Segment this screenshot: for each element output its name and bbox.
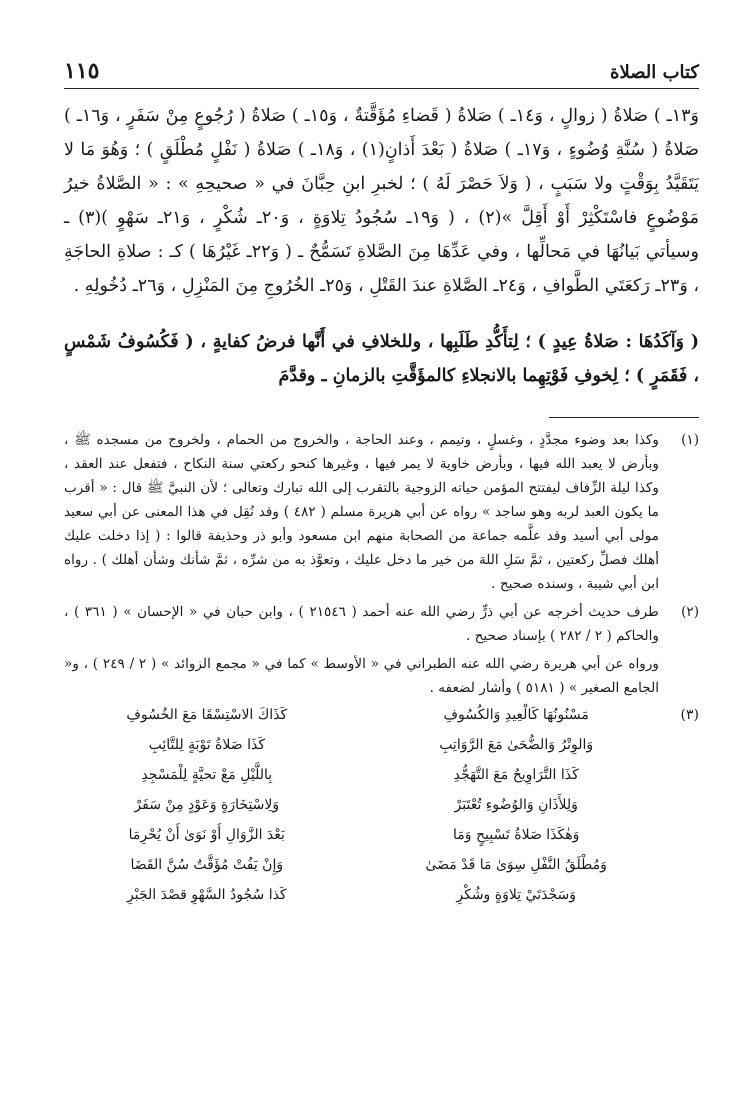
main-paragraph-2: ( وَآكَدُهَا : صَلاةُ عِيدٍ ) ؛ لِتأَكُّدِ طَلَبِها ، وللخلافِ في أَنَّها فرضُ كفايةٍ ، ( فَكُسُوفُ شَمْسٍ ، فَقَمَرٍ ) ؛ لِخوفِ فَوْتِهِما بالانجلاءِ كالمؤَقَّتِ بالزمانِ ـ وقدَّمَ [64, 332, 699, 386]
footnote-number: (٣) [680, 707, 699, 723]
verse-second-hemistich: كَذَا صَلاةُ تَوْبَةٍ لِلتَّائِبِ [148, 737, 265, 753]
poem-verse [64, 880, 659, 910]
footnote-1 [64, 428, 699, 596]
chapter-title: كتاب الصلاة [610, 62, 699, 83]
poem-verse [64, 790, 659, 820]
footnote-3-poem [64, 700, 699, 910]
poem-verses [64, 700, 659, 910]
footnote-text: وكذا بعد وضوء مجدَّدٍ ، وغسلٍ ، وتيمم ، وعند الحاجة ، والخروج من الحمام ، ولخروج من مسجده ﷺ ، وبأرض لا يعبد الله فيها ، وبأرض خاوية لا يمر فيها ، وغيرها كنحو ركعتي سنة النكاح ، فتفعل عند العقد ، وكذا ليلة الزِّفاف ليفتتح المؤمن حياته الزوجية بالتقرب إلى الله تبارك وتعالى ؛ لأن النبيَّ ﷺ قال : « أقرب ما يكون العبد لربه وهو ساجد » رواه عن أبي هريرة مسلم ( ٤٨٢ ) وقد نُقِل في هذا المعنى عن أبي سعيد مولى أبي أسيد وقد علَّمه جماعة من الصحابة منهم ابن مسعود وأبو ذر وحذيفة قالوا : ( إذا دخلت عليك أهلك فصلِّ ركعتين ، ثمَّ سَلِ اللهَ من خير ما دخل عليك ، وتعوَّذ به من شرِّه ، ثمَّ شأنك وشأن أهلك ) . رواه ابن أبي شيبة ، وسنده صحيح . [64, 432, 659, 592]
poem-verse [64, 760, 659, 790]
verse-second-hemistich: كَذا سُجُودُ السَّهْوِ قصْدَ الجَبْرِ [127, 887, 287, 903]
verse-second-hemistich: وَإِنْ يَفُتْ مُؤَقَّتٌ سُنَّ القَضَا [130, 857, 284, 873]
verse-first-hemistich: وَسَجْدَتَيْ تِلاوَةٍ وشُكْرِ [456, 887, 577, 903]
footnote-separator [549, 417, 699, 418]
verse-second-hemistich: بَعْدَ الزَّوَالِ أَوْ نَوَىٰ أَنْ يُحْرِمَا [128, 827, 285, 843]
verse-second-hemistich: كَذَاكَ الاسْتِسْقَا مَعَ الخُسُوفِ [126, 707, 288, 723]
verse-first-hemistich: وَلِلأَذَانِ وَالوُضُوءِ تُعْتَبَرْ [454, 797, 578, 813]
verse-first-hemistich: وَمُطْلَقُ النَّفْلِ سِوَىٰ مَا قَدْ مَضَىٰ [425, 857, 607, 873]
footnote-2-continuation: ورواه عن أبي هريرة رضي الله عنه الطبراني في « الأوسط » كما في « مجمع الزوائد » ( ٢ / ٢٤٩ ) ، و« الجامع الصغير » ( ٥١٨١ ) وأشار لضعفه . [64, 656, 659, 696]
verse-first-hemistich: مَسْنُونُهَا كَالْعِيدِ وَالكُسُوفِ [443, 707, 589, 723]
main-paragraph-1: وَ١٣ـ ) صَلاةُ ( زوالٍ ، وَ١٤ـ ) صَلاةُ ( قَضاءِ مُؤَقَّتةٌ ، وَ١٥ـ ) صَلاةُ ( رُجُوعٍ مِنْ سَفَرٍ ، وَ١٦ـ ) صَلاةُ ( سُنَّةِ وُضُوءٍ ، وَ١٧ـ ) صَلاةُ ( بَعْدَ أَذانٍ(١) ، وَ١٨ـ ) صَلاةُ ( نَفْلٍ مُطْلَقٍ ) ؛ وَهُوَ مَا لا يَتَقَيَّدُ بِوَقْتٍ ولا سَبَبٍ ، ( وَلاَ حَصْرَ لَهُ ) ؛ لخبرِ ابنِ حِبَّانَ في « صحيحِهِ » : « الصَّلاةُ خيرُ مَوْضُوعٍ فاسْتَكْثِرْ أَوْ أَقِلَّ »(٢) ، ( وَ١٩ـ سُجُودُ تِلاوَةٍ ، وَ٢٠ـ شُكْرٍ ، وَ٢١ـ سَهْوٍ )(٣) ـ وسيأتي بَيانُهَا في مَحالِّها ، وفي عَدِّهَا مِنَ الصَّلاةِ تَسَمُّحٌ ـ ( وَ٢٢ـ غَيْرُهَا ) كـ : صلاةِ الحاجَةِ ، وَ٢٣ـ رَكعَتَي الطَّوافِ ، وَ٢٤ـ الصَّلاةِ عندَ القَتْلِ ، وَ٢٥ـ الخُرُوجِ مِنَ المَنْزِلِ ، وَ٢٦ـ دُخُولِهِ . [64, 106, 699, 296]
verse-first-hemistich: وَالوِتْرُ وَالضُّحَىٰ مَعَ الرَّوَاتِبِ [439, 737, 594, 753]
verse-second-hemistich: وَلِاسْتِخَارَةٍ وَعَوْدٍ مِنْ سَفَرْ [134, 797, 280, 813]
verse-first-hemistich: وَهٰكَذَا صَلاةُ تَسْبِيحٍ وَمَا [452, 827, 580, 843]
book-page [64, 58, 699, 910]
poem-verse [64, 820, 659, 850]
poem-verse [64, 730, 659, 760]
page-number: ١١٥ [64, 58, 100, 84]
footnote-2 [64, 600, 699, 648]
footnote-number: (١) [681, 432, 699, 448]
footnote-number: (٢) [681, 604, 699, 620]
footnote-text: طرف حديث أخرجه عن أبي ذرٍّ رضي الله عنه أحمد ( ٢١٥٤٦ ) ، وابن حبان في « الإحسان » ( ٣٦١ ) ، والحاكم ( ٢ / ٢٨٢ ) بإسناد صحيح . [64, 604, 659, 644]
verse-first-hemistich: كَذَا التَّرَاوِيحُ مَعَ التَّهَجُّدِ [453, 767, 579, 783]
poem-verse [64, 850, 659, 880]
page-header [64, 58, 699, 89]
verse-second-hemistich: بِاللَّيْلِ مَعْ تحيَّةٍ لِلْمَسْجِدِ [141, 767, 273, 783]
poem-verse [64, 700, 659, 730]
